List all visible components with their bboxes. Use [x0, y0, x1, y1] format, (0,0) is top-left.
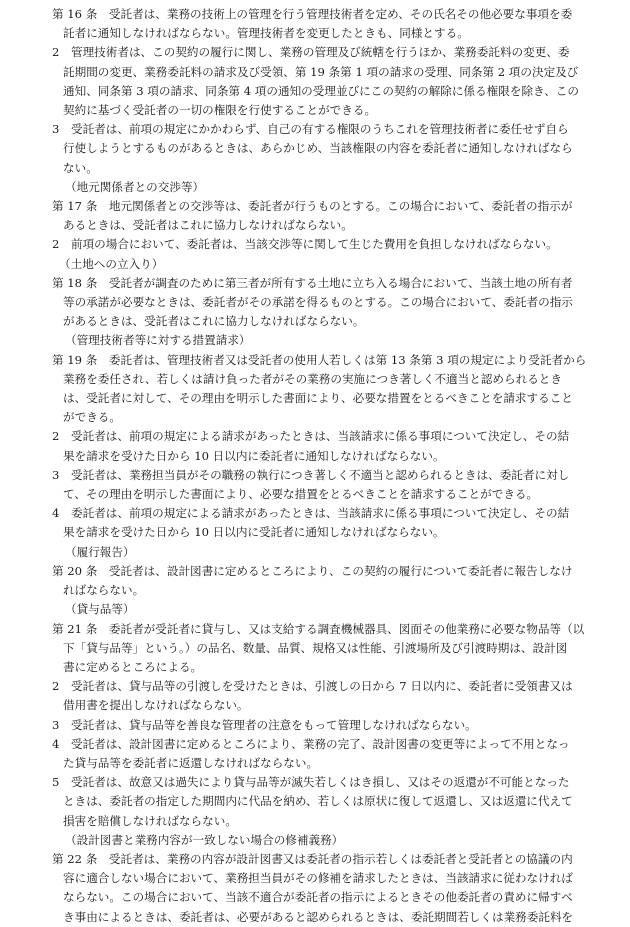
continuation-line: [52, 908, 593, 927]
article-line: [52, 562, 593, 581]
line-text: 第 22 条 受託者は、業務の内容が設計図書又は委託者の指示若しくは委託者と受託者との協議の内: [52, 851, 573, 866]
continuation-line: [52, 24, 593, 43]
line-text: 第 20 条 受託者は、設計図書に定めるところにより、この契約の履行について委託者に報告しなけ: [52, 563, 573, 578]
continuation-line: [52, 159, 593, 178]
line-text: 第 21 条 委託者が受託者に貸与し、又は支給する調査機械器具、図面その他業務に必要な物品等（以: [52, 621, 585, 636]
line-text: 託者に通知しなければならない。管理技術者を変更したときも、同様とする。: [63, 26, 469, 41]
line-text: （地元関係者との交渉等）: [65, 179, 205, 194]
line-text: ができる。: [63, 410, 121, 425]
line-text: ない。: [63, 160, 98, 175]
continuation-line: [52, 63, 593, 82]
continuation-line: [52, 639, 593, 658]
continuation-line: [52, 485, 593, 504]
line-text: 下「貸与品等」という。）の品名、数量、品質、規格又は性能、引渡場所及び引渡時期は、設計図: [63, 640, 568, 655]
article-line: [52, 197, 593, 216]
continuation-line: [52, 696, 593, 715]
continuation-line: [52, 658, 593, 677]
line-text: 容に適合しない場合において、業務担当員がその修補を請求したときは、当該請求に従わなければ: [63, 871, 573, 886]
line-text: 行使しようとするものがあるときは、あらかじめ、当該権限の内容を委託者に通知しなければなら: [63, 141, 573, 156]
continuation-line: [52, 82, 593, 101]
contract-document: [52, 5, 593, 927]
line-text: 果を請求を受けた日から 10 日以内に委託者に通知しなければならない。: [63, 448, 445, 463]
paragraph-line: [52, 427, 593, 446]
continuation-line: [52, 389, 593, 408]
paragraph-line: [52, 677, 593, 696]
line-text: ればならない。: [63, 583, 145, 598]
continuation-line: [52, 293, 593, 312]
line-text: は、受託者に対して、その理由を明示した書面により、必要な措置をとるべきことを請求すること: [63, 391, 573, 406]
continuation-line: [52, 888, 593, 907]
article-heading: [52, 600, 593, 619]
article-line: [52, 5, 593, 24]
line-text: （履行報告）: [65, 544, 135, 559]
paragraph-line: [52, 716, 593, 735]
continuation-line: [52, 216, 593, 235]
paragraph-line: [52, 235, 593, 254]
article-line: [52, 274, 593, 293]
line-text: 業務を委任され、若しくは請け負った者がその業務の実施につき著しく不適当と認められるとき: [63, 371, 562, 386]
continuation-line: [52, 581, 593, 600]
line-text: 第 19 条 委託者は、管理技術者又は受託者の使用人若しくは第 13 条第 3 項の規定により受託者から: [52, 352, 587, 367]
continuation-line: [52, 447, 593, 466]
line-text: 2 受託者は、前項の規定による請求があったときは、当該請求に係る事項について決定し、その結: [52, 429, 570, 444]
continuation-line: [52, 523, 593, 542]
line-text: （管理技術者等に対する措置請求）: [65, 333, 251, 348]
article-heading: [52, 831, 593, 850]
continuation-line: [52, 370, 593, 389]
line-text: 3 受託者は、業務担当員がその職務の執行につき著しく不適当と認められるときは、委託者に対し: [52, 467, 570, 482]
line-text: （土地への立入り）: [59, 256, 164, 271]
article-heading: [52, 331, 593, 350]
continuation-line: [52, 812, 593, 831]
article-heading: [52, 543, 593, 562]
line-text: 書に定めるところによる。: [63, 659, 203, 674]
article-heading: [52, 178, 593, 197]
article-heading: [52, 255, 593, 274]
line-text: 3 受託者は、貸与品等を善良な管理者の注意をもって管理しなければならない。: [52, 717, 477, 732]
line-text: ならない。この場合において、当該不適合が委託者の指示によるときその他委託者の責めに帰すべ: [63, 890, 573, 905]
line-text: あるときは、受託者はこれに協力しなければならない。: [63, 218, 353, 233]
line-text: 2 受託者は、貸与品等の引渡しを受けたときは、引渡しの日から 7 日以内に、委託者に受領書又は: [52, 679, 573, 694]
article-line: [52, 620, 593, 639]
line-text: 3 受託者は、前項の規定にかかわらず、自己の有する権限のうちこれを管理技術者に委任せず自ら: [52, 122, 569, 137]
line-text: き事由によるときは、委託者は、必要があると認められるときは、委託期間若しくは業務委託料を: [63, 909, 574, 924]
continuation-line: [52, 792, 593, 811]
line-text: があるときは、受託者はこれに協力しなければならない。: [63, 314, 365, 329]
line-text: て、その理由を明示した書面により、必要な措置をとるべきことを請求することができる。: [63, 487, 539, 502]
paragraph-line: [52, 466, 593, 485]
line-text: 5 受託者は、故意又は過失により貸与品等が滅失若しくはき損し、又はその返還が不可能となった: [52, 775, 570, 790]
line-text: （設計図書と業務内容が一致しない場合の修補義務）: [65, 832, 344, 847]
article-line: [52, 850, 593, 869]
continuation-line: [52, 139, 593, 158]
paragraph-line: [52, 735, 593, 754]
continuation-line: [52, 312, 593, 331]
line-text: 損害を賠償しなければならない。: [63, 813, 237, 828]
paragraph-line: [52, 504, 593, 523]
line-text: 第 18 条 受託者が調査のために第三者が所有する土地に立ち入る場合において、当該土地の所有者: [52, 275, 573, 290]
line-text: （貸与品等）: [65, 602, 135, 617]
line-text: 通知、同条第 3 項の請求、同条第 4 項の通知の受理並びにこの契約の解除に係る権限を除き、この: [63, 83, 579, 98]
continuation-line: [52, 869, 593, 888]
article-line: [52, 351, 593, 370]
line-text: ときは、委託者の指定した期間内に代品を納め、若しくは原状に復して返還し、又は返還に代えて: [63, 794, 573, 809]
line-text: 2 前項の場合において、委託者は、当該交渉等に関して生じた費用を負担しなければならない。: [52, 237, 558, 252]
continuation-line: [52, 101, 593, 120]
paragraph-line: [52, 43, 593, 62]
paragraph-line: [52, 120, 593, 139]
line-text: 4 委託者は、前項の規定による請求があったときは、当該請求に係る事項について決定し、その結: [52, 506, 570, 521]
line-text: 契約に基づく受託者の一切の権限を行使することができる。: [63, 103, 377, 118]
line-text: た貸与品等を委託者に返還しなければならない。: [63, 755, 319, 770]
continuation-line: [52, 754, 593, 773]
line-text: 2 管理技術者は、この契約の履行に関し、業務の管理及び統轄を行うほか、業務委託料の変更、委: [52, 45, 570, 60]
paragraph-line: [52, 773, 593, 792]
line-text: 4 受託者は、設計図書に定めるところにより、業務の完了、設計図書の変更等によって不用となっ: [52, 736, 570, 751]
line-text: 第 17 条 地元関係者との交渉等は、委託者が行うものとする。この場合において、委託者の指示が: [52, 199, 573, 214]
continuation-line: [52, 408, 593, 427]
line-text: 第 16 条 受託者は、業務の技術上の管理を行う管理技術者を定め、その氏名その他必要な事項を委: [52, 7, 573, 21]
line-text: 等の承諾が必要なときは、委託者がその承諾を得るものとする。この場合において、委託者の指示: [63, 295, 573, 310]
line-text: 託期間の変更、業務委託料の請求及び受領、第 19 条第 1 項の請求の受理、同条第 2 項の決定及び: [63, 64, 579, 79]
line-text: 果を請求を受けた日から 10 日以内に受託者に通知しなければならない。: [63, 525, 445, 540]
line-text: 借用書を提出しなければならない。: [63, 698, 249, 713]
